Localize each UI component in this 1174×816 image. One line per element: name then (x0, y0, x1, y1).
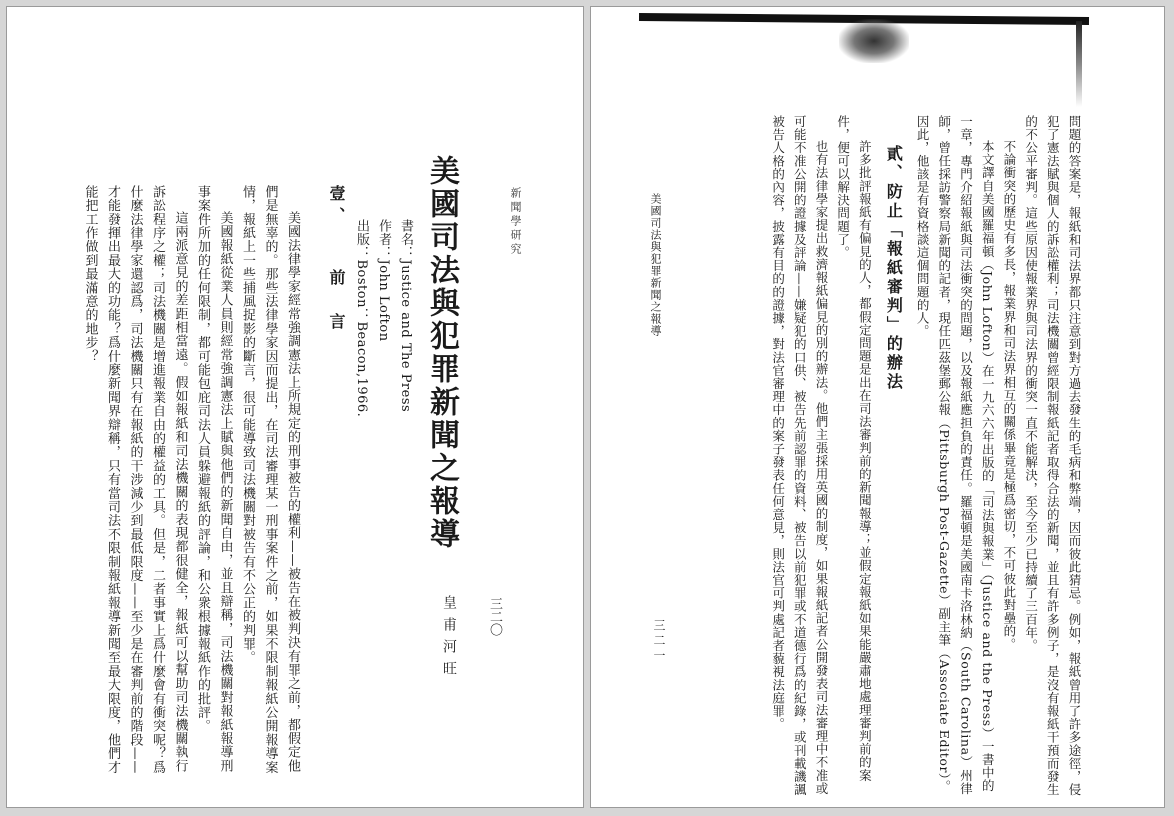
left-page (6, 6, 584, 808)
section-heading-intro (325, 185, 348, 335)
paragraph: 本文譯自美國羅福頓（John Lofton）在一九六六年出版的「司法與報業」（Justice and the Press）一書中的一章，專門介紹報紙與司法衝突的問題，以及報紙應担負的責任。羅福頓是美國南卡洛林納（South Carolina）州律師，曾任採訪警察局新聞的記者，現任匹茲堡郵公報（Pittsburgh Post-Gazette）副主筆（Associate Editor）。因此，他該是有資格談這個問題的人。 (915, 115, 996, 796)
right-page (590, 6, 1165, 808)
paragraph: 不論衝突的歷史有多長，報業界和司法界相互的關係畢竟是極爲密切，不可彼此對壘的。 (1001, 140, 1017, 651)
running-header: 新聞學研究 (509, 187, 522, 257)
paragraph: 許多批評報紙有偏見的人，都假定問題是出在司法審判前的新聞報導；並假定報紙如果能嚴肅地處理審判前的案件，便可以解決問題了。 (835, 115, 873, 782)
article-title: 美國司法與犯罪新聞之報導 (424, 155, 459, 551)
page-number-left: 三二〇 (487, 597, 502, 636)
paragraph: 也有法律學家提出救濟報紙偏見的別的辦法。他們主張採用英國的制度，如果報紙記者公開發表司法審理中不准或可能不准公開的證據及評論——嫌疑犯的口供、被告先前認罪的資料、被告以前犯罪或不道德行爲的紀錄，或刊載譏諷被告人格的內容，披露有目的的證據，對法官審理中的案子發表任何意見，則法官可判處記者藐視法庭罪。 (770, 115, 829, 797)
paragraph: 問題的答案是，報紙和司法界都只注意到對方過去發生的毛病和弊端，因而彼此猜忌。例如，報紙曾用了許多途徑，侵犯了憲法賦與個人的訴訟權利；司法機關曾經限制報紙記者取得合法的新聞，並且有許多例子，是沒有報紙干預而發生的不公平審判。這些原因使報業界與司法界的衝突一直不能解決，至今至少已持續了三百年。 (1023, 115, 1082, 797)
book-author: 作者：John Lofton (376, 219, 391, 342)
book-publisher: 出版：Boston：Beacon,1966. (354, 219, 369, 418)
page-number-right: 三二一 (652, 619, 666, 664)
translator-name: 皇甫河旺 (441, 595, 457, 683)
section-heading-press-trial: 貳、防止「報紙審判」的辦法 (884, 145, 904, 392)
scan-artifact-blot (839, 19, 909, 63)
paragraph: 美國法律學家經常強調憲法上所規定的刑事被告的權利——被告在被判決有罪之前，都假定他們是無辜的。那些法律學家因而提出，在司法審理某一刑事案件之前，如果不限制報紙公開報導案情，報紙上一些捕風捉影的斷言，很可能導致司法機關對被告有不公正的判罪。 (240, 185, 300, 775)
running-footer: 美國司法與犯罪新聞之報導 (649, 193, 662, 337)
section-number: 壹、 (327, 185, 346, 229)
paragraph: 這兩派意見的差距相當遠。假如報紙和司法機關的表現都很健全，報紙可以幫助司法機關執行訴訟程序之權；司法機關是增進報業自由的權益的工具。但是，二者事實上爲什麼會有衝突呢？爲什麼法律學家還認爲，司法機關只有在報紙的干涉減少到最低限度——至少是在審判前的階段——才能發揮出最大的功能？爲什麼新聞界辯稱，只有當司法不限制報紙報導新聞至最大限度，他們才能把工作做到最滿意的地步？ (82, 185, 188, 775)
paragraph: 美國報紙從業人員則經常強調憲法上賦與他們的新聞自由，並且辯稱，司法機關對報紙報導刑事案件所加的任何限制，都可能包庇司法人員躲避報紙的評論，和公衆根據報紙作的批評。 (195, 185, 233, 773)
right-body-text (645, 115, 1085, 805)
left-body-text (65, 185, 303, 785)
section-title: 前 言 (327, 269, 346, 335)
book-title: 書名：Justice and The Press (398, 219, 413, 413)
scan-artifact-edge (1076, 21, 1082, 107)
